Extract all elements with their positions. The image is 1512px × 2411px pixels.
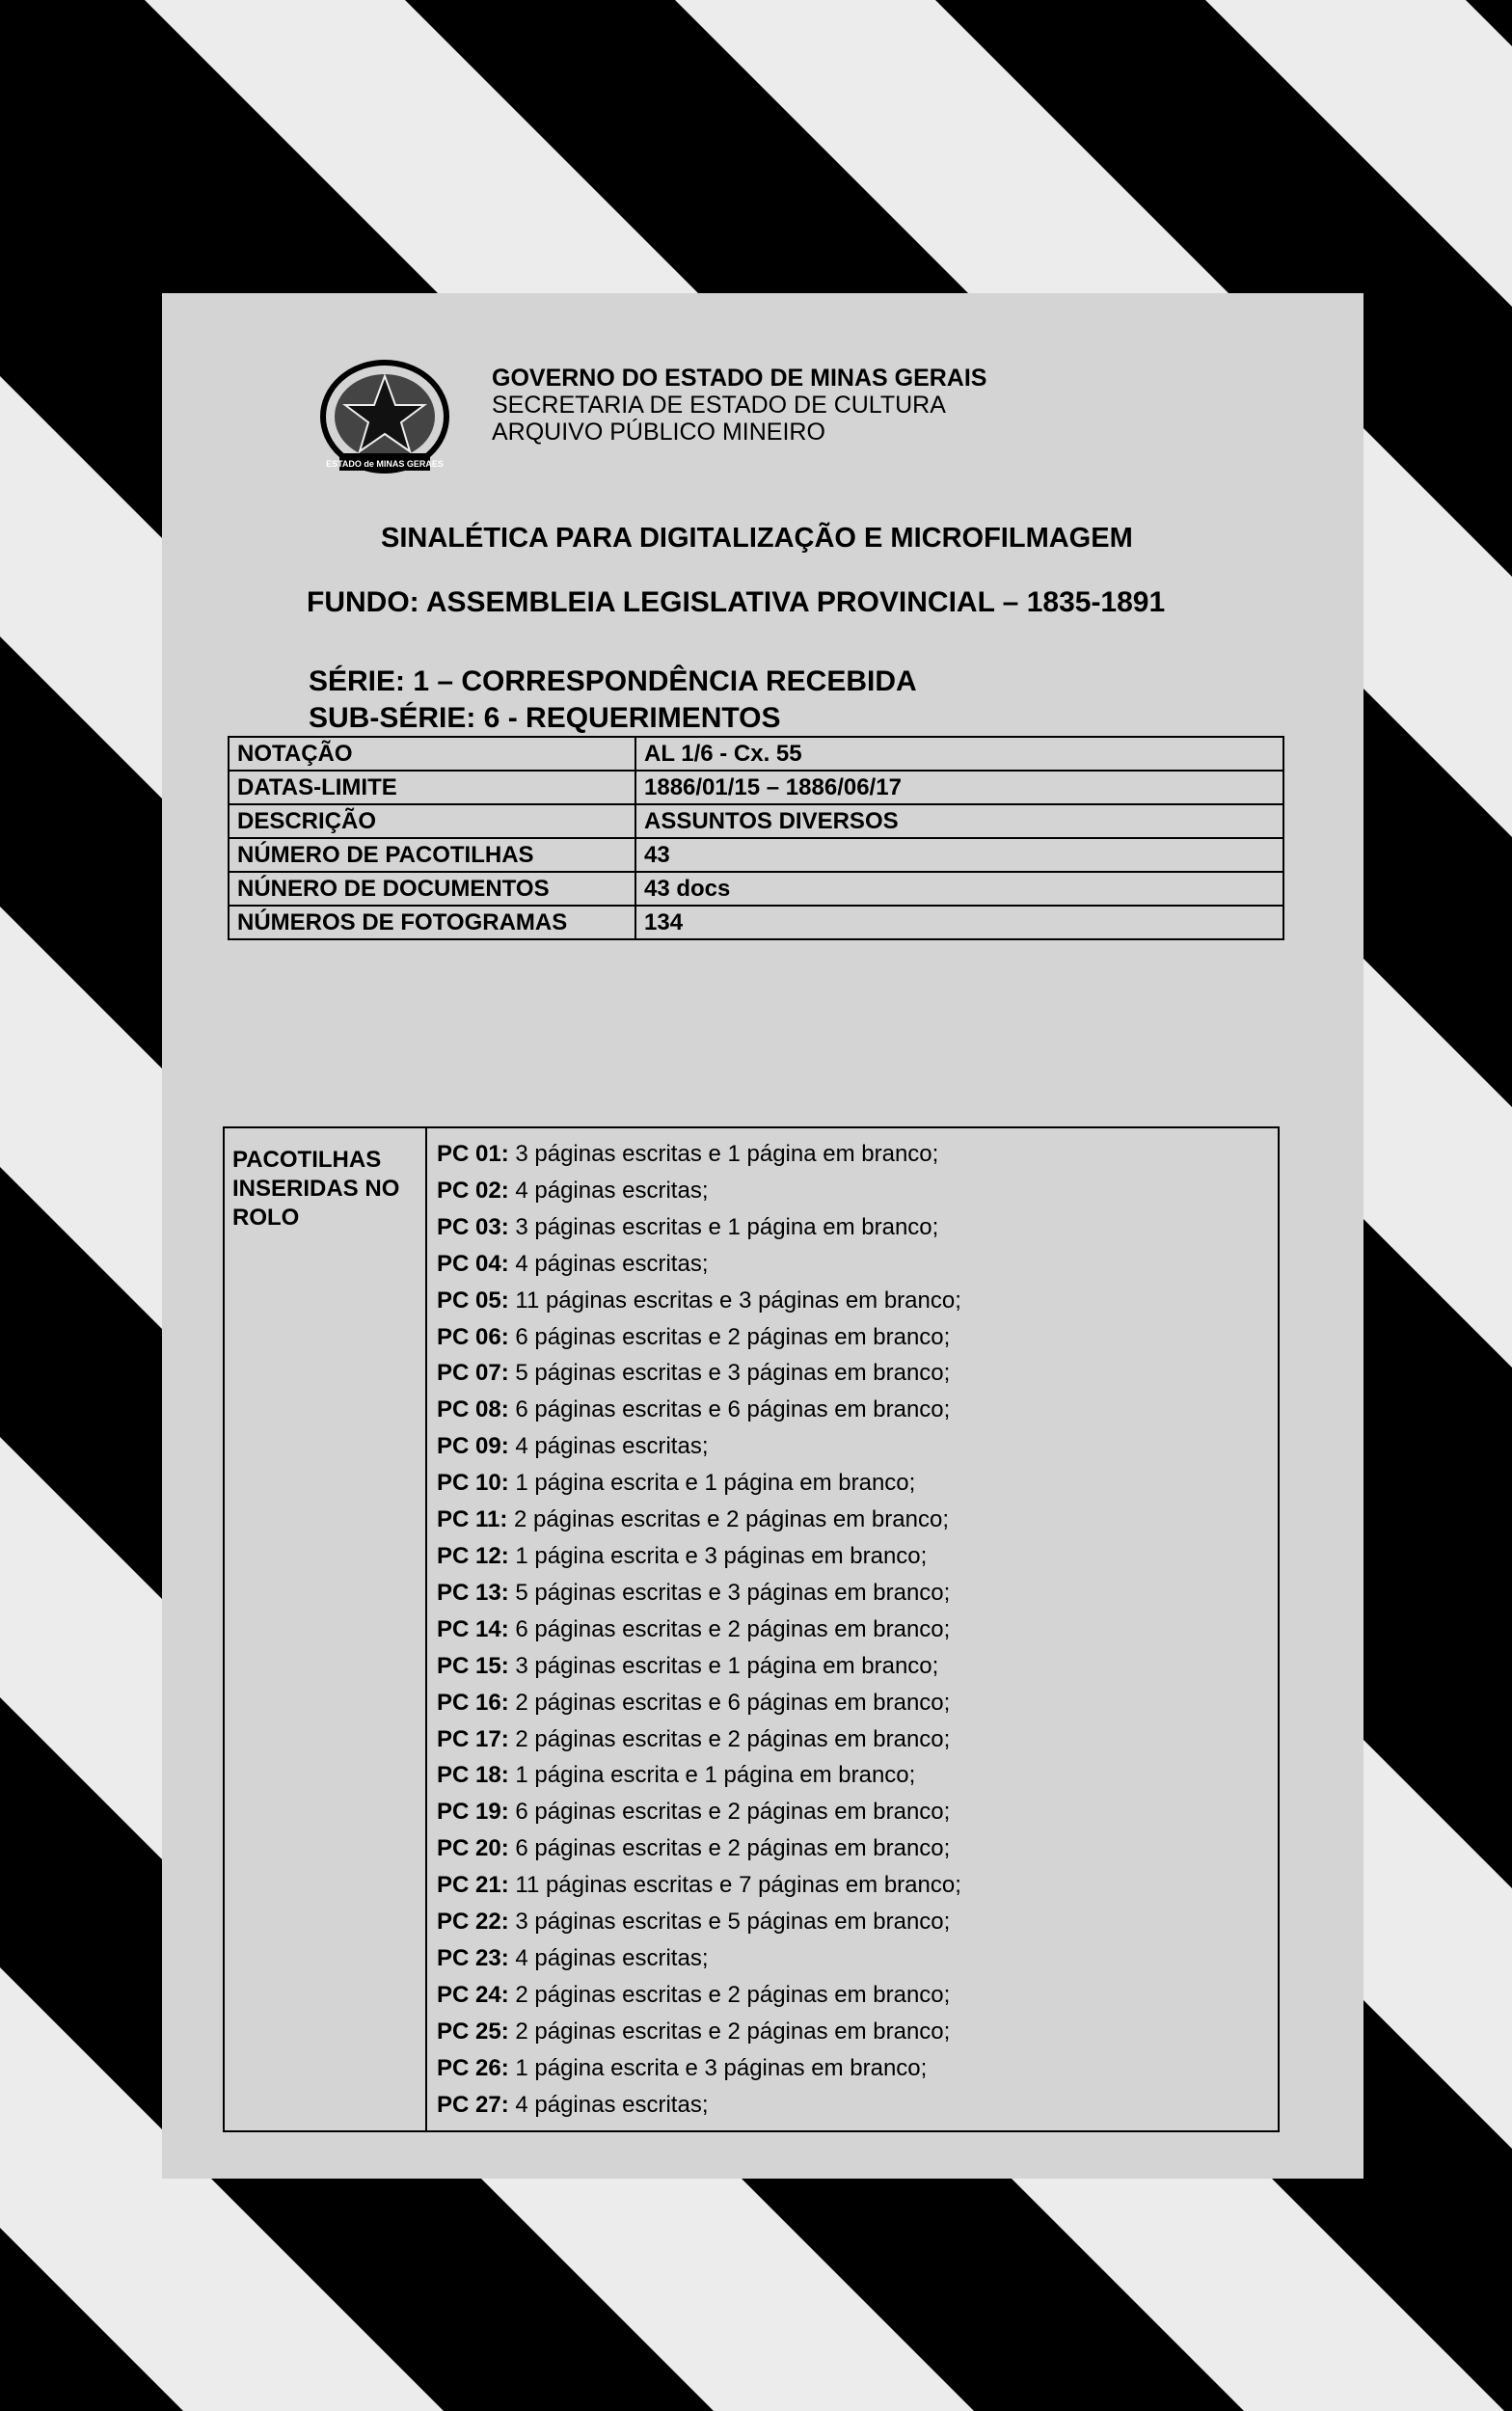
pacotilha-description: 6 páginas escritas e 2 páginas em branco;: [508, 1323, 951, 1350]
pacotilhas-label: [224, 1127, 426, 2131]
pacotilha-description: 11 páginas escritas e 3 páginas em branco;: [508, 1287, 961, 1314]
pacotilha-item: [437, 1428, 1278, 1465]
pacotilha-code: PC 09:: [437, 1433, 509, 1460]
pacotilha-description: 3 páginas escritas e 5 páginas em branco;: [508, 1909, 951, 1936]
metadata-label: NÚMERO DE PACOTILHAS: [229, 838, 635, 872]
metadata-label: DATAS-LIMITE: [229, 771, 635, 804]
pacotilha-code: PC 03:: [437, 1213, 509, 1240]
metadata-label: NÚNERO DE DOCUMENTOS: [229, 872, 635, 906]
pacotilha-code: PC 14:: [437, 1615, 509, 1642]
pacotilha-description: 2 páginas escritas e 2 páginas em branco;: [508, 2018, 951, 2045]
pacotilha-item: [437, 1612, 1278, 1648]
pacotilha-description: 2 páginas escritas e 2 páginas em branco;: [508, 1725, 951, 1752]
pacotilha-code: PC 11:: [437, 1506, 508, 1533]
pacotilhas-label-line: PACOTILHAS: [232, 1147, 382, 1173]
pacotilha-description: 5 páginas escritas e 3 páginas em branco;: [508, 1360, 951, 1387]
pacotilha-item: [437, 1721, 1278, 1758]
metadata-value: 43 docs: [635, 872, 1283, 906]
metadata-label: NÚMEROS DE FOTOGRAMAS: [229, 906, 635, 939]
pacotilha-code: PC 23:: [437, 1944, 509, 1971]
pacotilha-description: 2 páginas escritas e 2 páginas em branco;: [507, 1506, 949, 1533]
metadata-table: [228, 736, 1284, 940]
metadata-row: [229, 804, 1283, 838]
pacotilha-code: PC 22:: [437, 1909, 509, 1936]
metadata-row: [229, 872, 1283, 906]
metadata-label: NOTAÇÃO: [229, 737, 635, 771]
pacotilha-code: PC 15:: [437, 1652, 509, 1679]
pacotilha-code: PC 24:: [437, 1981, 509, 2008]
metadata-value: 1886/01/15 – 1886/06/17: [635, 771, 1283, 804]
pacotilha-item: [437, 1502, 1278, 1538]
pacotilha-item: [437, 1977, 1278, 2014]
pacotilha-item: [437, 1757, 1278, 1794]
pacotilha-description: 2 páginas escritas e 6 páginas em branco;: [508, 1689, 951, 1716]
pacotilha-description: 1 página escrita e 3 páginas em branco;: [508, 1542, 928, 1569]
pacotilha-item: [437, 1465, 1278, 1502]
pacotilhas-label-line: INSERIDAS NO: [232, 1176, 400, 1202]
metadata-label: DESCRIÇÃO: [229, 804, 635, 838]
pacotilha-item: [437, 2050, 1278, 2087]
secretariat-name: SECRETARIA DE ESTADO DE CULTURA: [492, 392, 946, 419]
pacotilha-code: PC 27:: [437, 2091, 509, 2118]
pacotilha-code: PC 10:: [437, 1470, 509, 1497]
pacotilha-code: PC 02:: [437, 1177, 509, 1204]
pacotilha-description: 4 páginas escritas;: [508, 1433, 709, 1460]
page-title: SINALÉTICA PARA DIGITALIZAÇÃO E MICROFILMAGEM: [381, 523, 1133, 554]
pacotilha-code: PC 13:: [437, 1579, 509, 1606]
pacotilha-description: 2 páginas escritas e 2 páginas em branco;: [508, 1981, 951, 2008]
pacotilha-description: 1 página escrita e 1 página em branco;: [508, 1470, 916, 1497]
pacotilha-item: [437, 1283, 1278, 1319]
metadata-value: ASSUNTOS DIVERSOS: [635, 804, 1283, 838]
pacotilha-description: 4 páginas escritas;: [508, 2091, 709, 2118]
pacotilha-code: PC 07:: [437, 1360, 509, 1387]
pacotilha-item: [437, 1246, 1278, 1283]
metadata-row: [229, 906, 1283, 939]
pacotilha-description: 3 páginas escritas e 1 página em branco;: [508, 1213, 939, 1240]
subserie-heading: SUB-SÉRIE: 6 - REQUERIMENTOS: [309, 702, 781, 734]
pacotilha-item: [437, 1794, 1278, 1830]
pacotilha-code: PC 26:: [437, 2054, 509, 2081]
pacotilha-description: 1 página escrita e 3 páginas em branco;: [508, 2054, 928, 2081]
pacotilha-code: PC 20:: [437, 1835, 509, 1862]
pacotilha-item: [437, 1575, 1278, 1612]
svg-text:ESTADO de MINAS GERAES: ESTADO de MINAS GERAES: [326, 459, 444, 469]
pacotilha-description: 6 páginas escritas e 2 páginas em branco;: [508, 1799, 951, 1826]
pacotilha-code: PC 04:: [437, 1250, 509, 1277]
pacotilha-item: [437, 1173, 1278, 1209]
pacotilha-description: 4 páginas escritas;: [508, 1250, 709, 1277]
pacotilha-item: [437, 1867, 1278, 1904]
metadata-value: 134: [635, 906, 1283, 939]
metadata-value: 43: [635, 838, 1283, 872]
pacotilhas-table: [223, 1126, 1280, 2132]
metadata-row: [229, 771, 1283, 804]
metadata-row: [229, 737, 1283, 771]
pacotilha-item: [437, 1209, 1278, 1246]
pacotilha-code: PC 18:: [437, 1762, 509, 1789]
pacotilha-item: [437, 1685, 1278, 1721]
pacotilha-description: 5 páginas escritas e 3 páginas em branco;: [508, 1579, 951, 1606]
pacotilha-item: [437, 1392, 1278, 1428]
pacotilha-item: [437, 2014, 1278, 2050]
pacotilha-code: PC 16:: [437, 1689, 509, 1716]
pacotilha-description: 1 página escrita e 1 página em branco;: [508, 1762, 916, 1789]
pacotilha-description: 6 páginas escritas e 6 páginas em branco;: [508, 1396, 951, 1423]
pacotilha-code: PC 21:: [437, 1872, 509, 1899]
pacotilha-item: [437, 1904, 1278, 1940]
fundo-heading: FUNDO: ASSEMBLEIA LEGISLATIVA PROVINCIAL – 1835-1891: [307, 586, 1166, 618]
pacotilha-item: [437, 1648, 1278, 1685]
pacotilha-description: 6 páginas escritas e 2 páginas em branco;: [508, 1835, 951, 1862]
pacotilha-description: 4 páginas escritas;: [508, 1944, 709, 1971]
pacotilha-item: [437, 1940, 1278, 1977]
pacotilha-code: PC 05:: [437, 1287, 509, 1314]
pacotilha-item: [437, 1830, 1278, 1867]
pacotilha-code: PC 25:: [437, 2018, 509, 2045]
pacotilha-item: [437, 1319, 1278, 1356]
pacotilha-item: [437, 1136, 1278, 1173]
metadata-row: [229, 838, 1283, 872]
pacotilha-item: [437, 2087, 1278, 2124]
pacotilhas-list: [426, 1127, 1279, 2131]
coat-of-arms-icon: [318, 359, 451, 478]
pacotilha-description: 3 páginas escritas e 1 página em branco;: [508, 1141, 939, 1167]
pacotilha-item: [437, 1538, 1278, 1575]
pacotilha-description: 11 páginas escritas e 7 páginas em branco;: [508, 1872, 961, 1899]
pacotilhas-label-line: ROLO: [232, 1205, 300, 1231]
pacotilha-code: PC 17:: [437, 1725, 509, 1752]
pacotilha-code: PC 06:: [437, 1323, 509, 1350]
serie-heading: SÉRIE: 1 – CORRESPONDÊNCIA RECEBIDA: [309, 665, 917, 697]
pacotilha-code: PC 01:: [437, 1141, 509, 1167]
archive-name: ARQUIVO PÚBLICO MINEIRO: [492, 419, 825, 446]
pacotilha-description: 4 páginas escritas;: [508, 1177, 709, 1204]
pacotilha-code: PC 12:: [437, 1542, 509, 1569]
pacotilha-item: [437, 1355, 1278, 1392]
pacotilha-code: PC 08:: [437, 1396, 509, 1423]
pacotilha-description: 3 páginas escritas e 1 página em branco;: [508, 1652, 939, 1679]
government-name: GOVERNO DO ESTADO DE MINAS GERAIS: [492, 365, 987, 392]
pacotilha-description: 6 páginas escritas e 2 páginas em branco;: [508, 1615, 951, 1642]
pacotilha-code: PC 19:: [437, 1799, 509, 1826]
metadata-value: AL 1/6 - Cx. 55: [635, 737, 1283, 771]
